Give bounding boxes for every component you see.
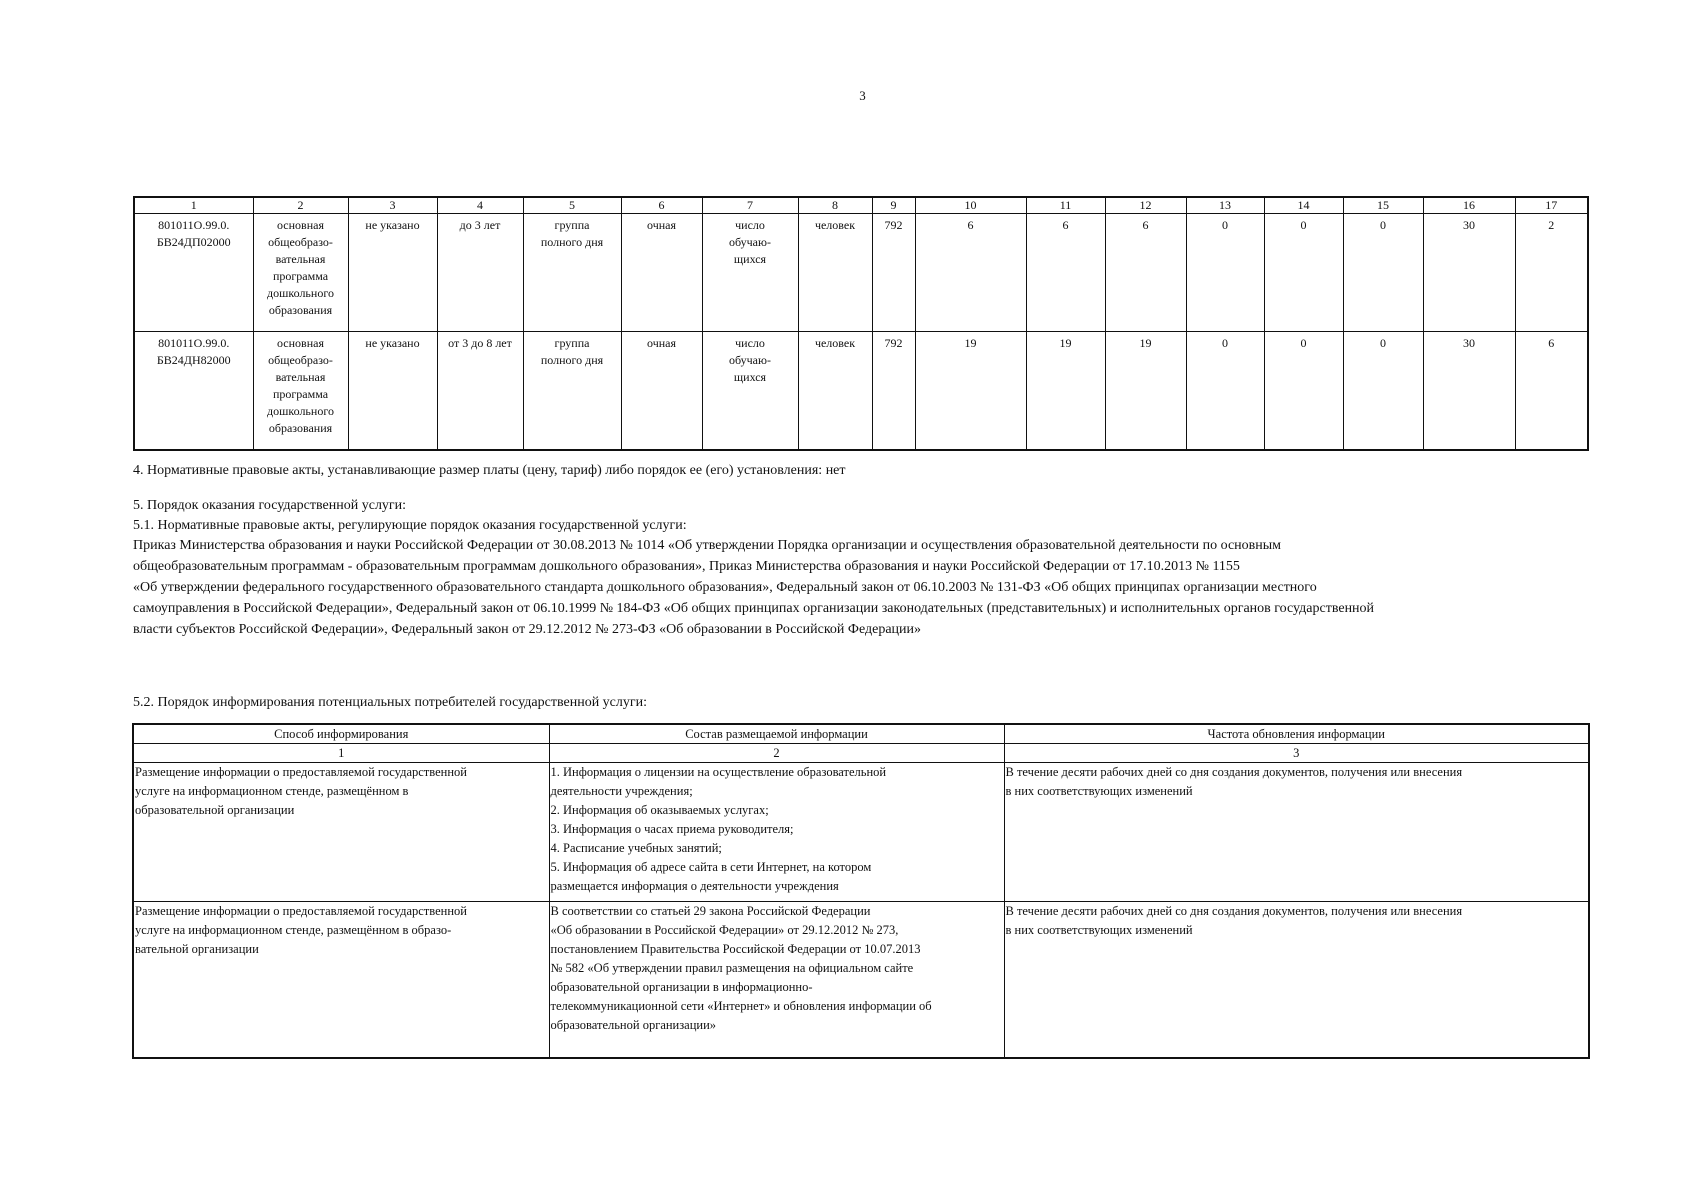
indicator-line: обучаю-: [729, 235, 771, 249]
column-header: Состав размещаемой информации: [549, 724, 1004, 744]
content-line: телекоммуникационной сети «Интернет» и обновления информации об: [550, 999, 932, 1013]
content-line: образовательной организации в информационно-: [550, 980, 813, 994]
column-number: 8: [798, 197, 872, 214]
table-row: [134, 214, 1588, 332]
column-number: 2: [253, 197, 348, 214]
content-line: «Об образовании в Российской Федерации» от 29.12.2012 № 273,: [550, 923, 899, 937]
frequency-line: В течение десяти рабочих дней со дня создания документов, получения или внесения: [1005, 765, 1463, 779]
indicator-name-cell: [702, 332, 798, 451]
content-line: 3. Информация о часах приема руководителя;: [550, 822, 794, 836]
value-cell: 6: [1515, 332, 1588, 451]
column-number: 11: [1026, 197, 1105, 214]
form-cell: очная: [621, 214, 702, 332]
section-5-1-legal-acts: [133, 535, 1374, 640]
unit-cell: человек: [798, 214, 872, 332]
page-number: 3: [859, 88, 866, 103]
value-cell: 30: [1423, 332, 1515, 451]
column-number: 4: [437, 197, 523, 214]
indicator-name-cell: [702, 214, 798, 332]
content-line: образовательной организации»: [550, 1018, 717, 1032]
value-cell: 6: [1026, 214, 1105, 332]
program-line: вательная: [275, 370, 326, 384]
age-cell: от 3 до 8 лет: [437, 332, 523, 451]
column-header: Частота обновления информации: [1004, 724, 1589, 744]
content-cell: [549, 902, 1004, 1059]
indicators-table: [133, 196, 1589, 451]
value-cell: 19: [915, 332, 1026, 451]
program-line: программа: [272, 269, 329, 283]
registry-code-line: БВ24ДП02000: [156, 235, 231, 249]
informing-table: [132, 723, 1590, 1059]
program-line: программа: [272, 387, 329, 401]
value-cell: 0: [1264, 214, 1343, 332]
indicator-line: обучаю-: [729, 353, 771, 367]
unit-cell: человек: [798, 332, 872, 451]
registry-code-line: БВ24ДН82000: [156, 353, 231, 367]
form-cell: очная: [621, 332, 702, 451]
method-line: вательной организации: [135, 942, 259, 956]
table-row: [133, 902, 1589, 1059]
program-cell: [253, 332, 348, 451]
legal-acts-line: Приказ Министерства образования и науки Российской Федерации от 30.08.2013 № 1014 «Об утверждении Порядка организации и осуществления образовательной деятельности по основным: [133, 538, 1282, 553]
value-cell: 0: [1343, 214, 1423, 332]
content-line: размещается информация о деятельности учреждения: [550, 879, 839, 893]
method-line: услуге на информационном стенде, размещённом в образо-: [135, 923, 452, 937]
frequency-cell: [1004, 763, 1589, 902]
content-line: деятельности учреждения;: [550, 784, 693, 798]
group-cell: [523, 214, 621, 332]
program-line: вательная: [275, 252, 326, 266]
content-line: В соответствии со статьей 29 закона Российской Федерации: [550, 904, 871, 918]
value-cell: 19: [1105, 332, 1186, 451]
program-line: общеобразо-: [268, 353, 333, 367]
legal-acts-line: власти субъектов Российской Федерации», Федеральный закон от 29.12.2012 № 273-ФЗ «Об образовании в Российской Федерации»: [133, 622, 922, 637]
frequency-line: В течение десяти рабочих дней со дня создания документов, получения или внесения: [1005, 904, 1463, 918]
group-line: полного дня: [540, 235, 604, 249]
method-line: Размещение информации о предоставляемой государственной: [135, 765, 467, 779]
column-number: 15: [1343, 197, 1423, 214]
value-cell: 0: [1343, 332, 1423, 451]
table-cell: не указано: [348, 214, 437, 332]
column-number: 10: [915, 197, 1026, 214]
section-5-2-title: 5.2. Порядок информирования потенциальных потребителей государственной услуги:: [133, 695, 648, 710]
value-cell: 0: [1186, 214, 1264, 332]
method-line: услуге на информационном стенде, размещённом в: [135, 784, 409, 798]
method-line: Размещение информации о предоставляемой государственной: [135, 904, 467, 918]
content-line: 1. Информация о лицензии на осуществление образовательной: [550, 765, 887, 779]
method-cell: [133, 902, 549, 1059]
content-cell: [549, 763, 1004, 902]
column-number: 13: [1186, 197, 1264, 214]
group-line: группа: [554, 336, 590, 350]
column-number: 16: [1423, 197, 1515, 214]
indicator-line: число: [735, 336, 765, 350]
column-number: 2: [549, 744, 1004, 763]
content-line: 5. Информация об адресе сайта в сети Интернет, на котором: [550, 860, 872, 874]
okei-code-cell: 792: [872, 332, 915, 451]
registry-code-cell: [134, 214, 253, 332]
column-number: 3: [1004, 744, 1589, 763]
program-line: дошкольного: [267, 286, 334, 300]
column-number: 12: [1105, 197, 1186, 214]
program-line: основная: [277, 218, 324, 232]
group-line: группа: [554, 218, 590, 232]
content-line: постановлением Правительства Российской Федерации от 10.07.2013: [550, 942, 921, 956]
age-cell: до 3 лет: [437, 214, 523, 332]
content-line: 2. Информация об оказываемых услугах;: [550, 803, 769, 817]
column-number: 1: [133, 744, 549, 763]
table-row: [133, 763, 1589, 902]
method-line: образовательной организации: [135, 803, 295, 817]
program-line: дошкольного: [267, 404, 334, 418]
value-cell: 30: [1423, 214, 1515, 332]
program-line: образования: [268, 421, 333, 435]
table-row: [134, 332, 1588, 451]
registry-code-line: 801011О.99.0.: [158, 218, 230, 232]
column-number: 5: [523, 197, 621, 214]
column-number: 1: [134, 197, 253, 214]
okei-code-cell: 792: [872, 214, 915, 332]
program-cell: [253, 214, 348, 332]
column-number: 17: [1515, 197, 1588, 214]
indicators-header-row: [134, 197, 1588, 214]
section-4-text: 4. Нормативные правовые акты, устанавливающие размер платы (цену, тариф) либо порядок ее (его) установления: нет: [133, 463, 846, 478]
value-cell: 6: [1105, 214, 1186, 332]
group-line: полного дня: [540, 353, 604, 367]
column-header: Способ информирования: [133, 724, 549, 744]
value-cell: 6: [915, 214, 1026, 332]
registry-code-cell: [134, 332, 253, 451]
legal-acts-line: общеобразовательным программам - образовательным программам дошкольного образования», Приказ Министерства образования и науки Российской Федерации от 17.10.2013 № 1155: [133, 559, 1240, 574]
column-number: 7: [702, 197, 798, 214]
program-line: основная: [277, 336, 324, 350]
informing-number-row: [133, 744, 1589, 763]
section-5-1-title: 5.1. Нормативные правовые акты, регулирующие порядок оказания государственной услуги:: [133, 518, 687, 533]
informing-header-row: [133, 724, 1589, 744]
indicator-line: щихся: [733, 370, 767, 384]
frequency-line: в них соответствующих изменений: [1005, 784, 1193, 798]
column-number: 6: [621, 197, 702, 214]
value-cell: 2: [1515, 214, 1588, 332]
section-5-title: 5. Порядок оказания государственной услуги:: [133, 498, 407, 513]
program-line: общеобразо-: [268, 235, 333, 249]
legal-acts-line: «Об утверждении федерального государственного образовательного стандарта дошкольного образования», Федеральный закон от 06.10.2003 № 131-ФЗ «Об общих принципах организации местного: [133, 580, 1317, 595]
frequency-line: в них соответствующих изменений: [1005, 923, 1193, 937]
content-line: № 582 «Об утверждении правил размещения на официальном сайте: [550, 961, 914, 975]
value-cell: 0: [1264, 332, 1343, 451]
column-number: 14: [1264, 197, 1343, 214]
registry-code-line: 801011О.99.0.: [158, 336, 230, 350]
column-number: 9: [872, 197, 915, 214]
legal-acts-line: самоуправления в Российской Федерации», Федеральный закон от 06.10.1999 № 184-ФЗ «Об общих принципах организации законодательных (представительных) и исполнительных органов государственной: [133, 601, 1375, 616]
method-cell: [133, 763, 549, 902]
frequency-cell: [1004, 902, 1589, 1059]
value-cell: 0: [1186, 332, 1264, 451]
indicator-line: щихся: [733, 252, 767, 266]
group-cell: [523, 332, 621, 451]
table-cell: не указано: [348, 332, 437, 451]
value-cell: 19: [1026, 332, 1105, 451]
indicator-line: число: [735, 218, 765, 232]
column-number: 3: [348, 197, 437, 214]
content-line: 4. Расписание учебных занятий;: [550, 841, 722, 855]
program-line: образования: [268, 303, 333, 317]
